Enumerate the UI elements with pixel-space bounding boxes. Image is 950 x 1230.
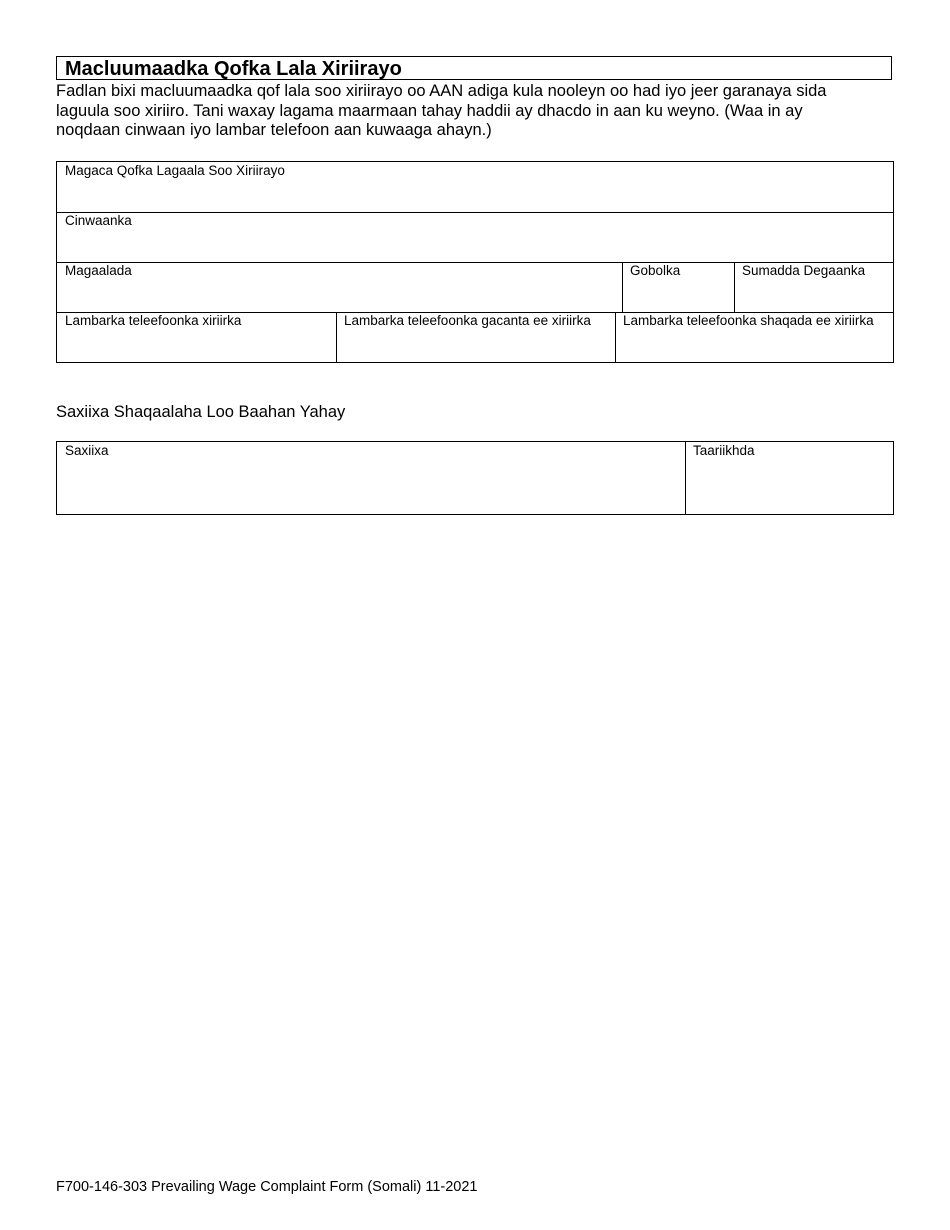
- section-title: Macluumaadka Qofka Lala Xiriirayo: [65, 58, 402, 80]
- contact-form-table: [56, 161, 894, 363]
- phone-contact-field[interactable]: [57, 312, 336, 362]
- phone-home-field[interactable]: [336, 312, 615, 362]
- contact-name-label: Magaca Qofka Lagaala Soo Xiriirayo: [65, 163, 285, 178]
- form-footer: F700-146-303 Prevailing Wage Complaint Form (Somali) 11-2021: [56, 1179, 478, 1195]
- address-field[interactable]: [57, 212, 893, 262]
- state-label: Gobolka: [630, 263, 681, 278]
- signature-table: [56, 441, 894, 515]
- contact-name-field[interactable]: [57, 162, 893, 212]
- phone-home-label: Lambarka teleefoonka gacanta ee xiriirka: [344, 313, 591, 328]
- state-field[interactable]: [622, 262, 734, 312]
- signature-label: Saxiixa: [65, 443, 109, 458]
- intro-line: laguula soo xiriiro. Tani waxay lagama maarmaan tahay haddii ay dhacdo in aan ku weyno. (Waa in ay: [56, 101, 803, 120]
- phone-contact-label: Lambarka teleefoonka xiriirka: [65, 313, 242, 328]
- zip-label: Sumadda Degaanka: [742, 263, 866, 278]
- date-field[interactable]: [685, 442, 893, 514]
- signature-field[interactable]: [57, 442, 685, 514]
- city-field[interactable]: [57, 262, 622, 312]
- signature-heading: Saxiixa Shaqaalaha Loo Baahan Yahay: [56, 403, 346, 421]
- city-label: Magaalada: [65, 263, 132, 278]
- intro-line: noqdaan cinwaan iyo lambar telefoon aan kuwaaga ahayn.): [56, 121, 492, 139]
- phone-work-field[interactable]: [615, 312, 893, 362]
- zip-field[interactable]: [734, 262, 893, 312]
- intro-line: Fadlan bixi macluumaadka qof lala soo xiriirayo oo AAN adiga kula nooleyn oo had iyo jeer garanaya sida: [56, 82, 827, 100]
- section-title-box: [56, 56, 892, 80]
- address-label: Cinwaanka: [65, 213, 132, 228]
- intro-paragraph: [56, 82, 892, 141]
- date-label: Taariikhda: [693, 443, 755, 458]
- phone-work-label: Lambarka teleefoonka shaqada ee xiriirka: [623, 313, 874, 328]
